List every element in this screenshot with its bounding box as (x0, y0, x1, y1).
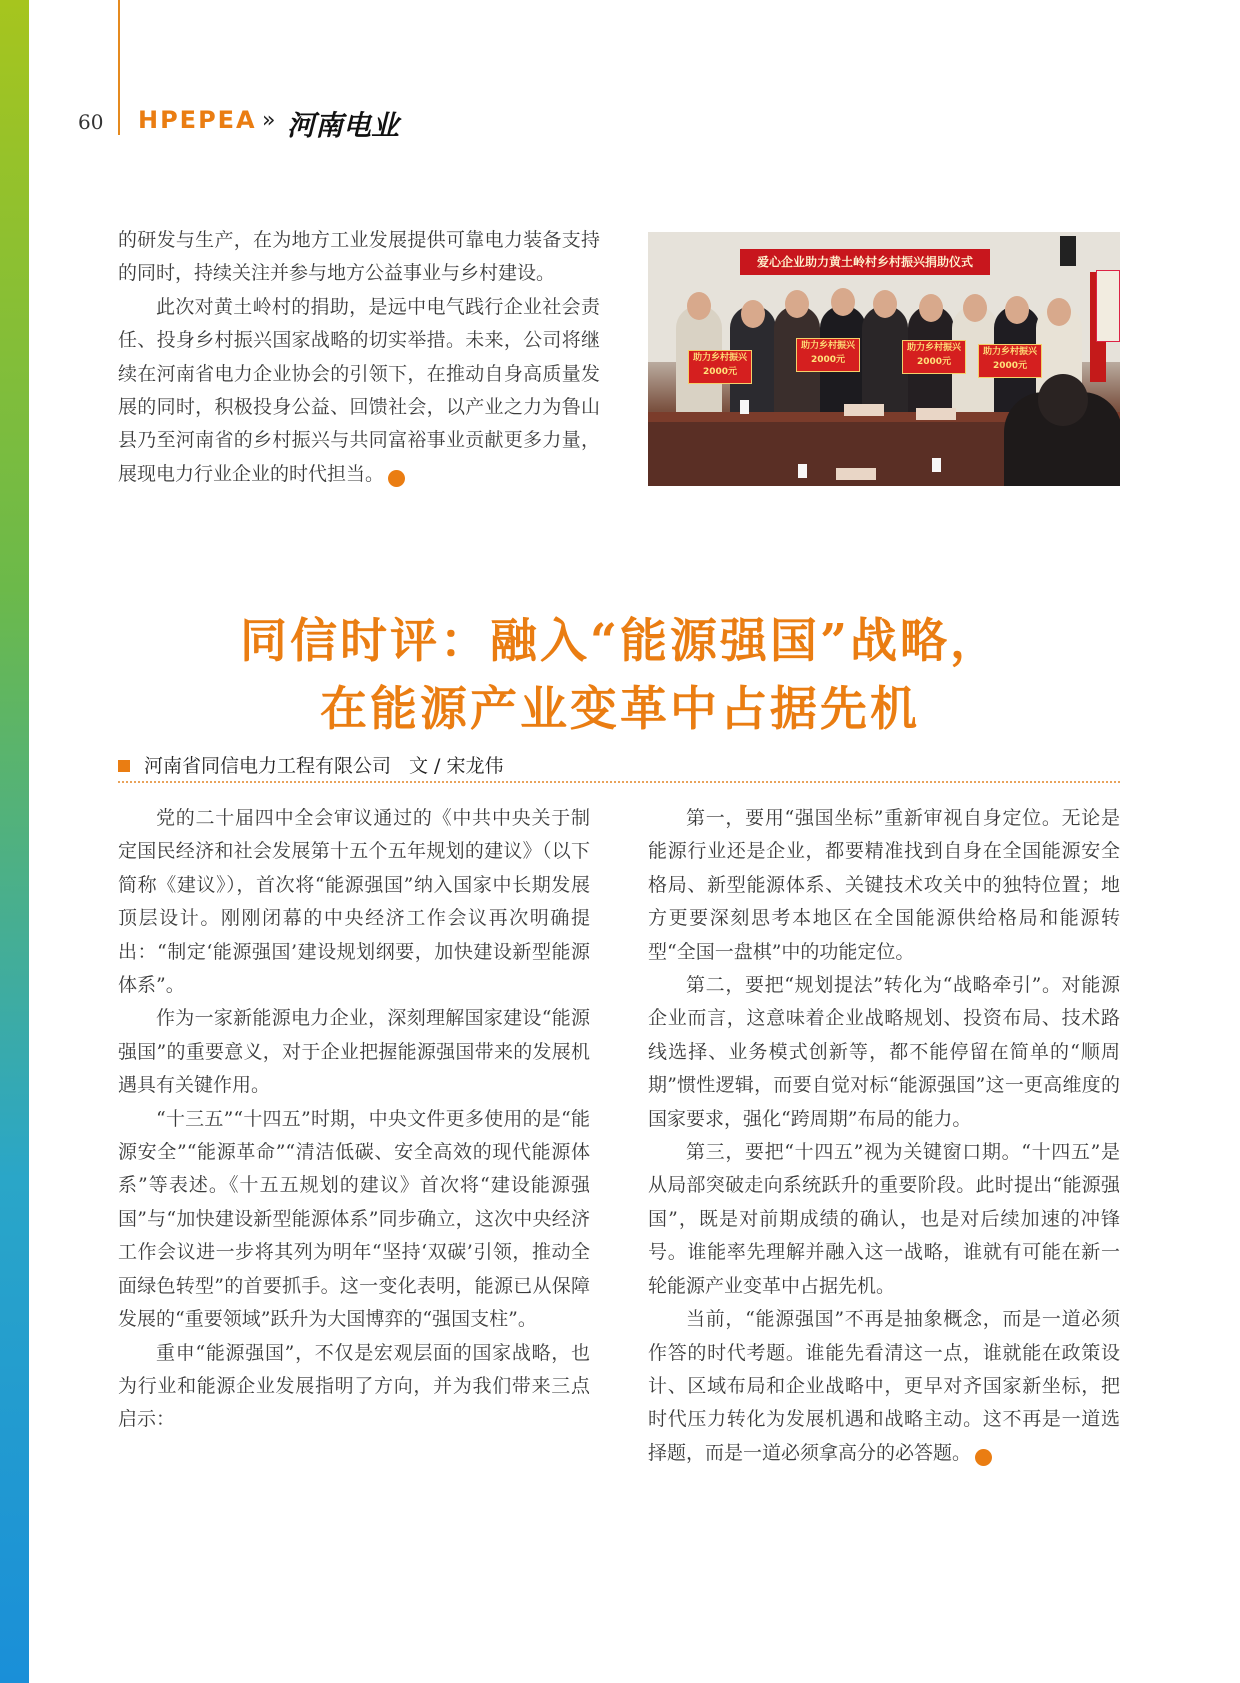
side-gradient-bar (0, 0, 29, 1683)
brand-logo-chinese: 河南电业 (287, 109, 400, 142)
photo-viewer-head (1038, 374, 1088, 426)
article-paragraph: 党的二十届四中全会审议通过的《中共中央关于制定国民经济和社会发展第十五个五年规划的建议》（以下简称《建议》），首次将“能源强国”纳入国家中长期发展顶层设计。刚刚闭幕的中央经济工作会议再次明确提出：“制定‘能源强国’建设规划纲要，加快建设新型能源体系”。 (118, 807, 590, 997)
photo-nameplate (836, 468, 876, 480)
photo-head (741, 300, 765, 328)
article-title-line1: 同信时评：融入“能源强国”战略， (239, 614, 1001, 669)
top-text-block (118, 224, 600, 491)
article-paragraph: 重申“能源强国”，不仅是宏观层面的国家战略，也为行业和能源企业发展指明了方向，并为我们带来三点启示： (118, 1341, 590, 1431)
photo-donation-sign: 助力乡村振兴 2000元 (688, 350, 752, 384)
article-paragraph: 作为一家新能源电力企业，深刻理解国家建设“能源强国”的重要意义，对于企业把握能源强国带来的发展机遇具有关键作用。 (118, 1007, 590, 1097)
photo-cup (740, 400, 749, 414)
donation-ceremony-photo (648, 232, 1120, 486)
photo-donation-sign: 助力乡村振兴 2000元 (796, 338, 860, 372)
photo-donation-sign: 助力乡村振兴 2000元 (902, 340, 966, 374)
article-title-line2: 在能源产业变革中占据先机 (320, 682, 920, 737)
end-mark-icon: 电 (388, 470, 405, 487)
header-divider-line (118, 0, 120, 135)
photo-head (1047, 298, 1071, 326)
article-paragraph: 第一，要用“强国坐标”重新审视自身定位。无论是能源行业还是企业，都要精准找到自身在全国能源安全格局、新型能源体系、关键技术攻关中的独特位置；地方更要深刻思考本地区在全国能源供给格局和能源转型“全国一盘棋”中的功能定位。 (648, 807, 1120, 963)
photo-head (687, 292, 711, 320)
top-paragraph: 此次对黄土岭村的捐助，是远中电气践行企业社会责任、投身乡村振兴国家战略的切实举措。未来，公司将继续在河南省电力企业协会的引领下，在推动自身高质量发展的同时，积极投身公益、回馈社会，以产业之力为鲁山县乃至河南省的乡村振兴与共同富裕事业贡献更多力量，展现电力行业企业的时代担当。 电 (118, 295, 600, 485)
byline-author: 文 / 宋龙伟 (409, 755, 504, 777)
photo-donation-sign: 助力乡村振兴 2000元 (978, 344, 1042, 378)
brand-logo-latin: HPEPEA (138, 106, 257, 134)
photo-banner: 爱心企业助力黄土岭村乡村振兴捐助仪式 (740, 249, 990, 275)
photo-head (963, 294, 987, 322)
article-right-column (648, 802, 1120, 1470)
photo-head (1005, 296, 1029, 324)
byline (118, 751, 504, 778)
photo-speaker (1060, 236, 1076, 266)
photo-nameplate (916, 408, 956, 420)
dotted-divider (118, 781, 1120, 783)
article-paragraph: 第二，要把“规划提法”转化为“战略牵引”。对能源企业而言，这意味着企业战略规划、投资布局、技术路线选择、业务模式创新等，都不能停留在简单的“顺周期”惯性逻辑，而要自觉对标“能源强国”这一更高维度的国家要求，强化“跨周期”布局的能力。 (648, 974, 1120, 1130)
article-paragraph: “十三五”“十四五”时期，中央文件更多使用的是“能源安全”“能源革命”“清洁低碳、安全高效的现代能源体系”等表述。《十五五规划的建议》首次将“建设能源强国”与“加快建设新型能源体系”同步确立，这次中央经济工作会议进一步将其列为明年“坚持‘双碳’引领，推动全面绿色转型”的首要抓手。这一变化表明，能源已从保障发展的“重要领域”跃升为大国博弈的“强国支柱”。 (118, 1107, 590, 1331)
brand-separator: » (262, 108, 276, 133)
photo-nameplate (844, 404, 884, 416)
photo-board (1096, 270, 1120, 342)
top-paragraph: 的研发与生产，在为地方工业发展提供可靠电力装备支持的同时，持续关注并参与地方公益事业与乡村建设。 (118, 229, 600, 285)
photo-head (785, 290, 809, 318)
page-number: 60 (78, 110, 104, 134)
article-left-column (118, 802, 590, 1437)
photo-head (873, 290, 897, 318)
photo-head (831, 288, 855, 316)
end-mark-icon: 电 (975, 1449, 992, 1466)
article-paragraph: 当前，“能源强国”不再是抽象概念，而是一道必须作答的时代考题。谁能先看清这一点，谁就能在政策设计、区域布局和企业战略中，更早对齐国家新坐标，把时代压力转化为发展机遇和战略主动。这不再是一道选择题，而是一道必须拿高分的必答题。 电 (648, 1308, 1120, 1464)
photo-head (919, 294, 943, 322)
article-paragraph: 第三，要把“十四五”视为关键窗口期。“十四五”是从局部突破走向系统跃升的重要阶段。此时提出“能源强国”，既是对前期成绩的确认，也是对后续加速的冲锋号。谁能率先理解并融入这一战略，谁就有可能在新一轮能源产业变革中占据先机。 (648, 1141, 1120, 1297)
byline-square-icon (118, 760, 130, 772)
byline-org: 河南省同信电力工程有限公司 (144, 755, 392, 777)
photo-cup (798, 464, 807, 478)
photo-cup (932, 458, 941, 472)
